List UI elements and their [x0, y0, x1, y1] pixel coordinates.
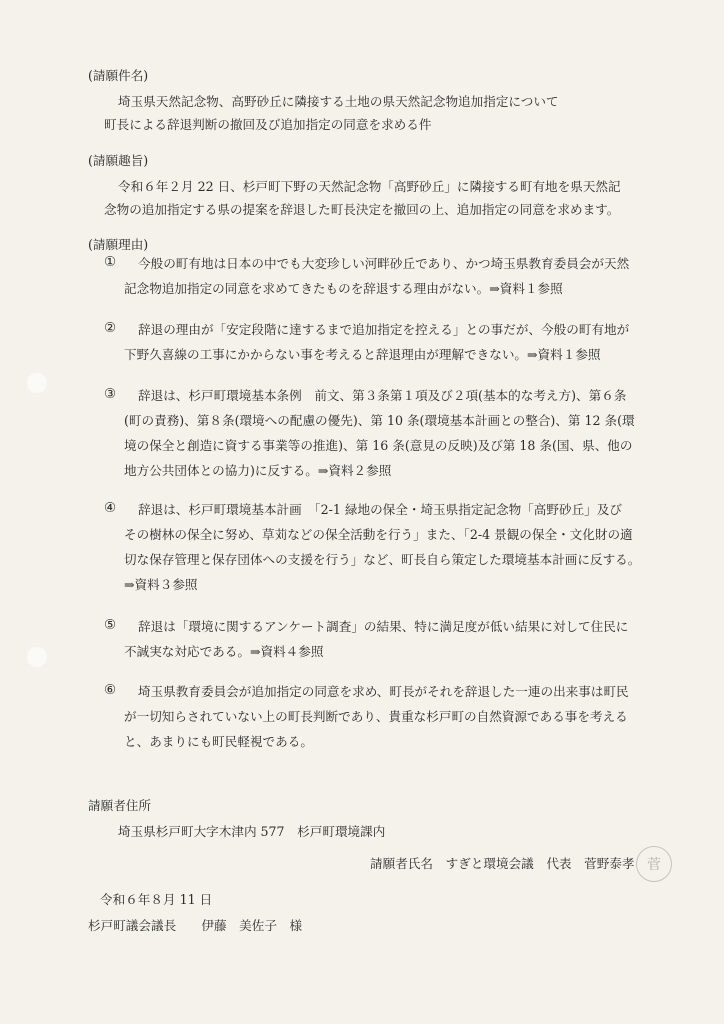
reason-line: 切な保存管理と保存団体への支援を行う」など、町長自ら策定した環境基本計画に反する。	[124, 552, 641, 567]
reason-line: 記念物追加指定の同意を求めてきたものを辞退する理由がない。⇒資料１参照	[124, 281, 563, 296]
subject-line: 町長による辞退判断の撤回及び追加指定の同意を求める件	[104, 117, 432, 132]
purpose-line: 念物の追加指定する県の提案を辞退した町長決定を撤回の上、追加指定の同意を求めます。	[104, 202, 620, 217]
reason-item	[124, 317, 652, 367]
punch-hole	[26, 646, 48, 668]
reason-line: ⇒資料３参照	[124, 577, 198, 592]
addressee: 杉戸町議会議長 伊藤 美佐子 様	[88, 918, 303, 933]
reason-number: ⑥	[104, 682, 117, 698]
reason-number: ③	[104, 386, 117, 402]
subject-heading: (請願件名)	[88, 68, 149, 83]
reason-line: 今般の町有地は日本の中でも大変珍しい河畔砂丘であり、かつ埼玉県教育委員会が天然	[138, 256, 630, 271]
reason-line: 辞退は、杉戸町環境基本計画 「2-1 緑地の保全・埼玉県指定記念物「高野砂丘」及び	[138, 502, 622, 517]
reason-line: が一切知らされていない上の町長判断であり、貴重な杉戸町の自然資源である事を考える	[124, 709, 628, 724]
reason-line: 辞退の理由が「安定段階に達するまで追加指定を控える」との事だが、今般の町有地が	[138, 322, 630, 337]
reason-line: 境の保全と創造に資する事業等の推進)、第 16 条(意見の反映)及び第 18 条(国、県、他の	[124, 438, 633, 453]
reason-number: ②	[104, 320, 117, 336]
reason-item	[124, 679, 652, 754]
reason-line: 埼玉県教育委員会が追加指定の同意を求め、町長がそれを辞退した一連の出来事は町民	[138, 684, 629, 699]
reason-number: ⑤	[104, 617, 117, 633]
punch-hole	[26, 372, 48, 394]
personal-seal: 菅	[636, 846, 672, 882]
purpose-line: 令和６年２月 22 日、杉戸町下野の天然記念物「高野砂丘」に隣接する町有地を県天然記	[118, 179, 621, 194]
reason-line: 地方公共団体との協力)に反する。⇒資料２参照	[124, 463, 392, 478]
reason-line: と、あまりにも町民軽視である。	[124, 734, 313, 749]
reason-item	[124, 383, 652, 483]
subject-line: 埼玉県天然記念物、高野砂丘に隣接する土地の県天然記念物追加指定について	[118, 94, 559, 109]
reason-line: (町の責務)、第８条(環境への配慮の優先)、第 10 条(環境基本計画との整合)、第 12 条(環	[124, 413, 635, 428]
address-heading: 請願者住所	[88, 798, 151, 813]
reason-item	[124, 614, 652, 664]
date: 令和６年８月 11 日	[100, 892, 213, 907]
reason-line: 下野久喜線の工事にかからない事を考えると辞退理由が理解できない。⇒資料１参照	[124, 347, 601, 362]
reason-heading: (請願理由)	[88, 237, 149, 252]
reason-line: 辞退は「環境に関するアンケート調査」の結果、特に満足度が低い結果に対して住民に	[138, 619, 629, 634]
reason-line: その樹林の保全に努め、草苅などの保全活動を行う」また、「2-4 景観の保全・文化財の適	[124, 527, 633, 542]
reason-item	[124, 251, 652, 301]
reason-number: ①	[104, 254, 117, 270]
reason-line: 不誠実な対応である。⇒資料４参照	[124, 644, 324, 659]
reason-item	[124, 497, 652, 597]
petitioner-name: 請願者氏名 すぎと環境会議 代表 菅野泰孝	[370, 856, 635, 871]
address: 埼玉県杉戸町大字木津内 577 杉戸町環境課内	[118, 824, 386, 839]
reason-number: ④	[104, 500, 117, 516]
purpose-heading: (請願趣旨)	[88, 153, 149, 168]
reason-line: 辞退は、杉戸町環境基本条例 前文、第３条第１項及び２項(基本的な考え方)、第６条	[138, 388, 627, 403]
